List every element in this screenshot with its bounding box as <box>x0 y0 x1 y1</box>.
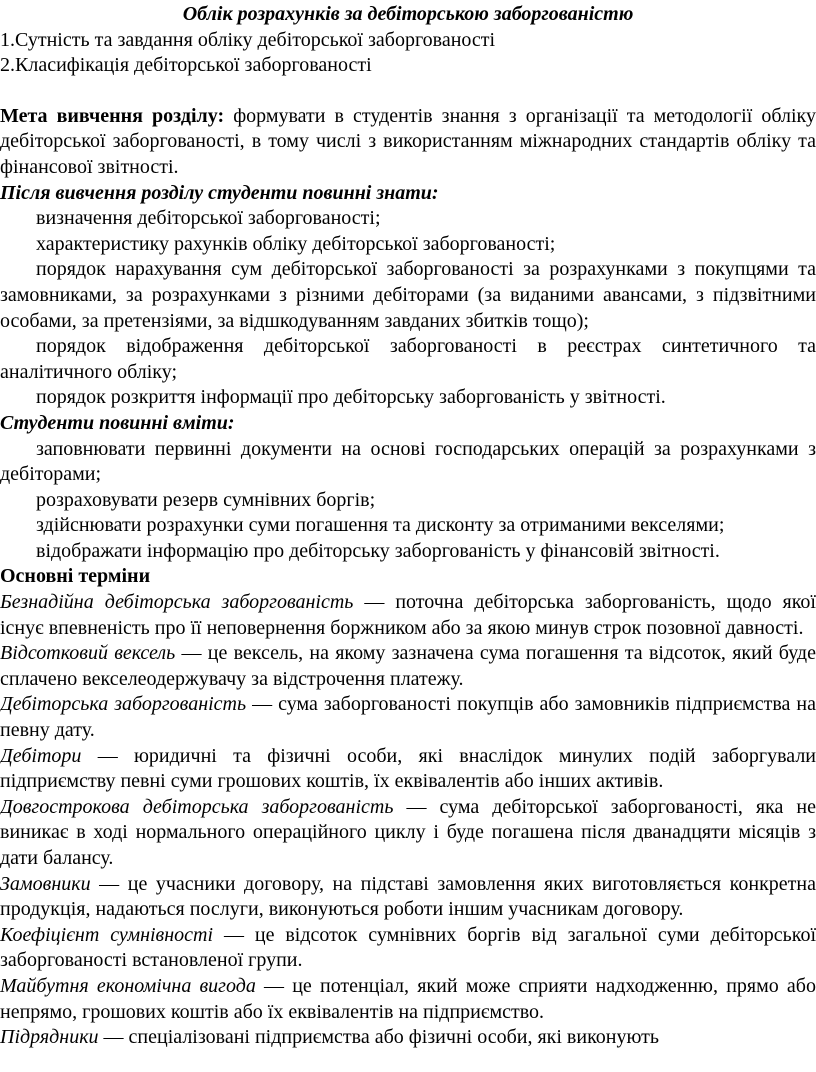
goal-label: Мета вивчення розділу: <box>0 104 225 127</box>
able-item: здійснювати розрахунки суми погашення та дисконту за отриманими векселями; <box>36 514 725 537</box>
know-item: порядок відображення дебіторської заборгованості в реєстрах синтетичного та аналітичного обліку; <box>0 335 816 383</box>
term-name: Замовники <box>0 872 91 895</box>
term-definition: спеціалізовані підприємства або фізичні особи, які виконують <box>128 1026 660 1049</box>
term-definition: це відсоток сумнівних боргів від загальної суми дебіторської заборгованості встановленої групи. <box>0 923 816 972</box>
term-entry: Дебітори — юридичні та фізичні особи, які внаслідок минулих подій заборгували підприємству певні суми грошових коштів, їх еквівалентів або інших активів. <box>0 744 816 793</box>
term-entry: Підрядники — спеціалізовані підприємства або фізичні особи, які виконують <box>0 1026 660 1049</box>
term-name: Безнадійна дебіторська заборгованість <box>0 591 354 614</box>
term-entry: Довгострокова дебіторська заборгованість — сума дебіторської заборгованості, яка не виникає в ході нормального операційного циклу і буде погашена після дванадцяти місяців з дати балансу. <box>0 795 816 869</box>
term-entry: Замовники — це учасники договору, на підставі замовлення яких виготовляється конкретна продукція, надаються послуги, виконуються роботи іншим учасникам договору. <box>0 872 816 921</box>
term-name: Коефіцієнт сумнівності <box>0 923 214 946</box>
term-definition: це потенціал, який може сприяти надходженню, прямо або непрямо, грошових коштів або їх еквівалентів на підприємство. <box>0 974 816 1023</box>
know-heading: Після вивчення розділу студенти повинні знати: <box>0 181 439 204</box>
term-definition: сума дебіторської заборгованості, яка не виникає в ході нормального операційного циклу і буде погашена після дванадцяти місяців з дати балансу. <box>0 795 816 869</box>
term-name: Дебіторська заборгованість <box>0 693 247 716</box>
paragraph-gap <box>0 79 816 104</box>
able-item: заповнювати первинні документи на основі господарських операцій за розрахунками з дебіторами; <box>0 437 816 486</box>
term-entry: Коефіцієнт сумнівності — це відсоток сумнівних боргів від загальної суми дебіторської заборгованості встановленої групи. <box>0 923 816 972</box>
outline-item-2: 2.Класифікація дебіторської заборгованості <box>0 54 372 77</box>
terms-heading: Основні терміни <box>0 565 151 588</box>
term-entry: Дебіторська заборгованість — сума заборгованості покупців або замовників підприємства на певну дату. <box>0 693 816 742</box>
term-definition: це вексель, на якому зазначена сума погашення та відсоток, який буде сплачено векселеодержувачу за відстрочення платежу. <box>0 642 816 690</box>
goal-text: формувати в студентів знання з організації та методології обліку дебіторської заборгованості, в тому числі з використанням міжнародних стандартів обліку та фінансової звітності. <box>0 104 816 178</box>
able-item: розраховувати резерв сумнівних боргів; <box>36 488 376 511</box>
know-item: порядок розкриття інформації про дебіторську заборгованість у звітності. <box>36 386 666 409</box>
able-item: відображати інформацію про дебіторську заборгованість у фінансовій звітності. <box>36 539 720 562</box>
term-definition: це учасники договору, на підставі замовлення яких виготовляється конкретна продукція, надаються послуги, виконуються роботи іншим учасникам договору. <box>0 872 816 921</box>
outline-item-1: 1.Сутність та завдання обліку дебіторської заборгованості <box>0 28 496 51</box>
term-name: Відсотковий вексель <box>0 642 176 665</box>
term-definition: поточна дебіторська заборгованість, щодо якої існує впевненість про її неповернення боржником або за якою минув строк позовної давності. <box>0 591 816 639</box>
term-name: Підрядники <box>0 1026 99 1049</box>
term-entry: Відсотковий вексель — це вексель, на якому зазначена сума погашення та відсоток, який буде сплачено векселеодержувачу за відстрочення платежу. <box>0 642 816 690</box>
term-entry: Безнадійна дебіторська заборгованість — поточна дебіторська заборгованість, щодо якої існує впевненість про її неповернення боржником або за якою минув строк позовної давності. <box>0 591 816 639</box>
term-definition: юридичні та фізичні особи, які внаслідок минулих подій заборгували підприємству певні суми грошових коштів, їх еквівалентів або інших активів. <box>0 744 816 793</box>
term-name: Дебітори <box>0 744 82 767</box>
know-item: порядок нарахування сум дебіторської заборгованості за розрахунками з покупцями та замовниками, за розрахунками з різними дебіторами (за виданими авансами, з підзвітними особами, за претензіями, за відшкодуванням завданих збитків тощо); <box>0 258 816 332</box>
know-item: характеристику рахунків обліку дебіторської заборгованості; <box>36 232 556 255</box>
know-item: визначення дебіторської заборгованості; <box>36 207 381 230</box>
term-entry: Майбутня економічна вигода — це потенціал, який може сприяти надходженню, прямо або непрямо, грошових коштів або їх еквівалентів на підприємство. <box>0 974 816 1023</box>
term-name: Довгострокова дебіторська заборгованість <box>0 795 394 818</box>
term-name: Майбутня економічна вигода <box>0 974 256 997</box>
able-heading: Студенти повинні вміти: <box>0 411 235 434</box>
document-title: Облік розрахунків за дебіторською заборгованістю <box>182 3 634 25</box>
goal-paragraph <box>0 104 816 181</box>
term-definition: сума заборгованості покупців або замовників підприємства на певну дату. <box>0 693 816 742</box>
